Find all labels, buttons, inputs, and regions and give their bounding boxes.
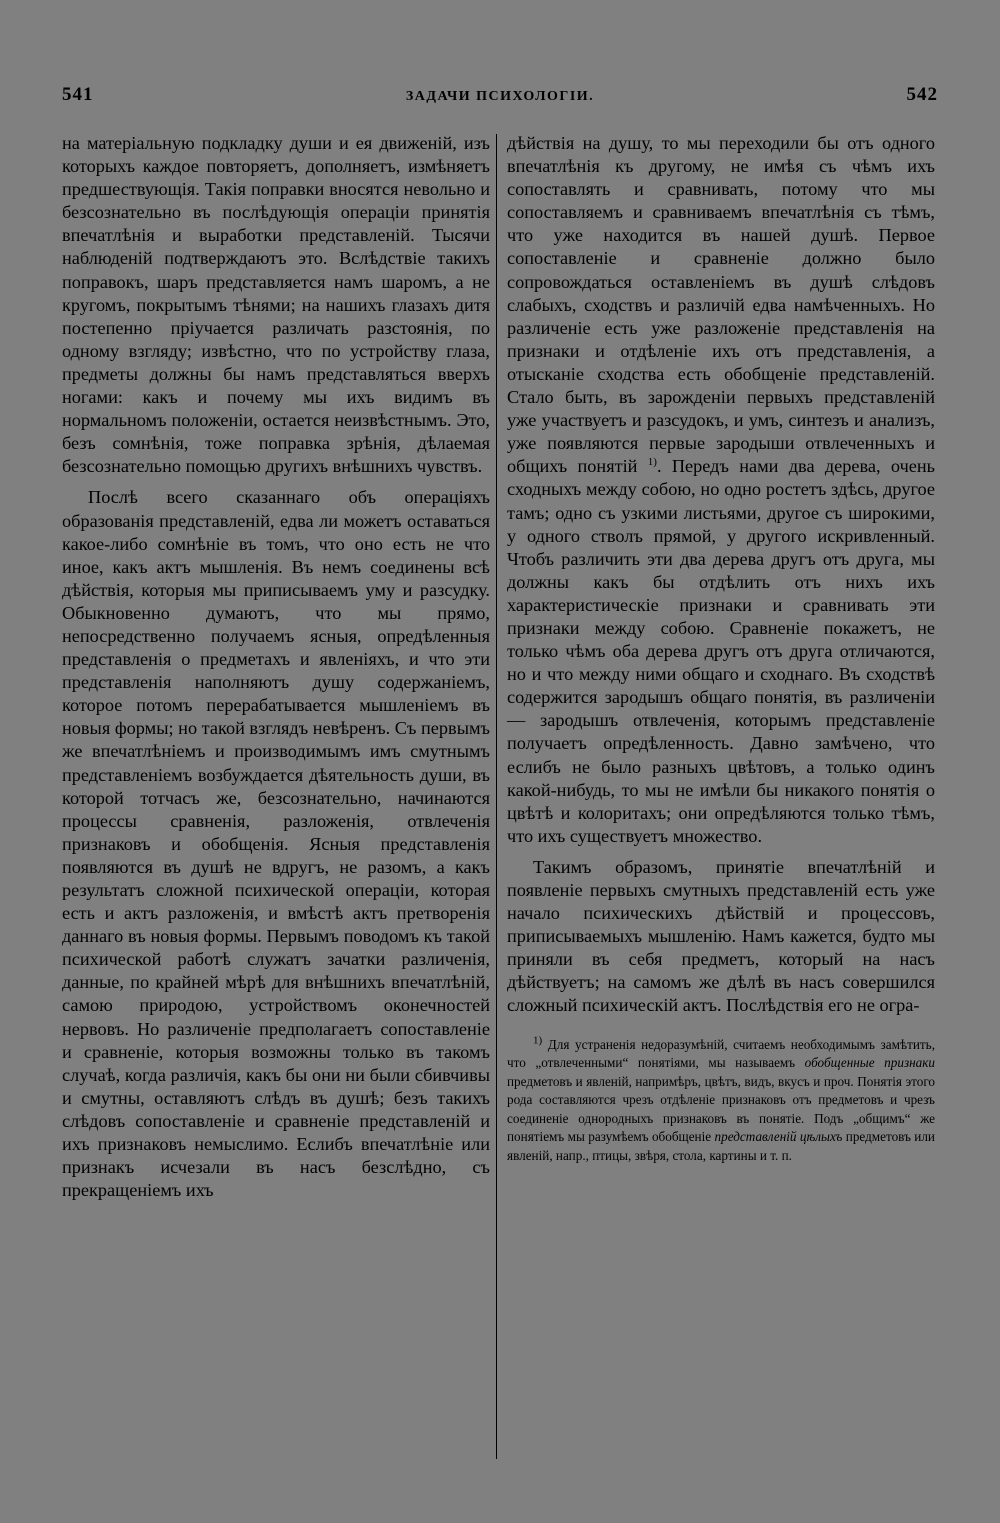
left-paragraph-1: на матеріальную подкладку души и ея движеній, изъ которыхъ каждое повторяетъ, дополняетъ, измѣняетъ предшествующія. Такія поправки вносятся невольно и безсознательно въ послѣдующія операціи принятія впечатлѣнія и выработки представленій. Тысячи наблюденій подтверждаютъ это. Вслѣдствіе такихъ поправокъ, шаръ представляется намъ шаромъ, а не кругомъ, покрытымъ тѣнями; на нашихъ глазахъ дитя постепенно пріучается различать разстоянія, по одному взгляду; извѣстно, что по устройству глаза, предметы должны бы намъ представляться вверхъ ногами: какъ и почему мы ихъ видимъ въ нормальномъ положеніи, остается неизвѣстнымъ. Это, безъ сомнѣнія, тоже поправка зрѣнія, дѣлаемая безсознательно помощью другихъ внѣшнихъ чувствъ. <box>62 133 490 477</box>
left-paragraph-2: Послѣ всего сказаннаго объ операціяхъ образованія представленій, едва ли можетъ оставаться какое-либо сомнѣніе въ томъ, что оно есть не что иное, какъ актъ мышленія. Въ немъ соединены всѣ дѣйствія, которыя мы приписываемъ уму и разсудку. Обыкновенно думаютъ, что мы прямо, непосредственно получаемъ ясныя, опредѣленныя представленія о предметахъ и явленіяхъ, и что эти представленія наполняютъ душу содержаніемъ, которое потомъ перерабатывается мышленіемъ въ новыя формы; но такой взглядъ невѣренъ. Съ первымъ же впечатлѣніемъ и производимымъ имъ смутнымъ представленіемъ возбуждается дѣятельность души, въ которой тотчасъ же, безсознательно, начинаются процессы сравненія, разложенія, отвлеченія признаковъ и обобщенія. Ясныя представленія появляются въ душѣ не вдругъ, не разомъ, а какъ результатъ сложной психической операціи, которая есть и актъ разложенія, и вмѣстѣ актъ претворенія даннаго въ новыя формы. Первымъ поводомъ къ такой психической работѣ служатъ зачатки различенія, данные, по крайней мѣрѣ для внѣшнихъ впечатлѣній, самою природою, устройствомъ оконечностей нервовъ. Но различеніе предполагаетъ сопоставленіе и сравненіе, которыя возможны только въ такомъ случаѣ, когда различія, какъ бы они ни были сбивчивы и смутны, оставляютъ слѣдъ въ душѣ; безъ такихъ слѣдовъ сопоставленіе и сравненіе представленій и ихъ признаковъ немыслимо. Еслибъ впечатлѣніе или признакъ исчезали въ насъ безслѣдно, съ прекращеніемъ ихъ <box>62 487 490 1201</box>
left-page-number: 541 <box>62 84 94 105</box>
running-title: ЗАДАЧИ ПСИХОЛОГІИ. <box>405 89 595 104</box>
running-header <box>62 84 938 112</box>
right-paragraph-1-part-b: . Передъ нами два дерева, очень сходныхъ между собою, но одно ростетъ здѣсь, другое тамъ; одно съ узкими листьями, другое съ широкими, у одного стволъ прямой, у другого искривленный. Чтобъ различить эти два дерева другъ отъ друга, мы должны какъ бы отдѣлить отъ нихъ ихъ характеристическіе признаки и сравнивать эти признаки между собою. Сравненіе покажетъ, не только чѣмъ оба дерева другъ отъ друга отличаются, но и что между ними общаго и сходнаго. Въ сходствѣ содержится зародышъ общаго понятія, въ различеніи — зародышъ отвлеченія, которымъ представленіе получаетъ опредѣленность. Давно замѣчено, что еслибъ не было разныхъ цвѣтовъ, а только одинъ какой-нибудь, то мы не имѣли бы никакого понятія о цвѣтѣ и колоритахъ; они опредѣляются только тѣмъ, что ихъ существуетъ множество. <box>507 456 935 846</box>
left-column <box>62 132 490 1202</box>
footnote-marker: 1) <box>533 1034 543 1047</box>
footnote-reference: 1) <box>647 456 657 469</box>
right-page-number: 542 <box>906 84 938 105</box>
right-column <box>507 132 935 1165</box>
column-divider <box>496 134 497 1459</box>
right-paragraph-2: Такимъ образомъ, принятіе впечатлѣній и появленіе первыхъ смутныхъ представленій есть уже начало психическихъ дѣйствій и процессовъ, приписываемыхъ мышленію. Намъ кажется, будто мы приняли въ себя предметъ, который на насъ дѣйствуетъ; на самомъ же дѣлѣ въ насъ совершился сложный психическій актъ. Послѣдствія его не огра- <box>507 856 935 1016</box>
footnote-emphasis-b: представленій цѣлыхъ <box>714 1129 843 1145</box>
footnote-emphasis-a: обобщенные признаки <box>804 1055 935 1071</box>
right-paragraph-1 <box>507 132 935 848</box>
footnote-text-c: предметовъ или явленій, напр., птицы, звѣря, стола, картины и т. п. <box>507 1129 935 1163</box>
footnote <box>507 1036 935 1166</box>
footnote-text-b: предметовъ и явленій, напримѣръ, цвѣтъ, видъ, вкусъ и проч. Понятія этого рода составляются чрезъ отдѣленіе признаковъ отъ предметовъ и чрезъ соединеніе однородныхъ признаковъ въ понятіе. Подъ „общимъ“ же понятіемъ мы разумѣемъ обобщеніе <box>507 1073 935 1145</box>
footnote-text-a: Для устраненія недоразумѣній, считаемъ необходимымъ замѣтить, что „отвлеченными“ понятіями, мы называемъ <box>507 1036 935 1071</box>
right-paragraph-1-part-a: дѣйствія на душу, то мы переходили бы отъ одного впечатлѣнія къ другому, не имѣя съ чѣмъ ихъ сопоставлять и сравнивать, потому что мы сопоставляемъ и сравниваемъ впечатлѣнія съ тѣмъ, что уже находится въ нашей душѣ. Первое сопоставленіе и сравненіе должно было сопровождаться оставленіемъ въ душѣ слѣдовъ слабыхъ, сходствъ и различій едва намѣченныхъ. Но различеніе есть уже разложеніе представленія на признаки и отдѣленіе ихъ отъ представленія, а отысканіе сходства есть обобщеніе представленій. Стало быть, въ зарожденіи первыхъ представленій уже участвуетъ и разсудокъ, и умъ, синтезъ и анализъ, уже появляются первые зародыши отвлеченныхъ и общихъ понятій <box>507 133 935 477</box>
